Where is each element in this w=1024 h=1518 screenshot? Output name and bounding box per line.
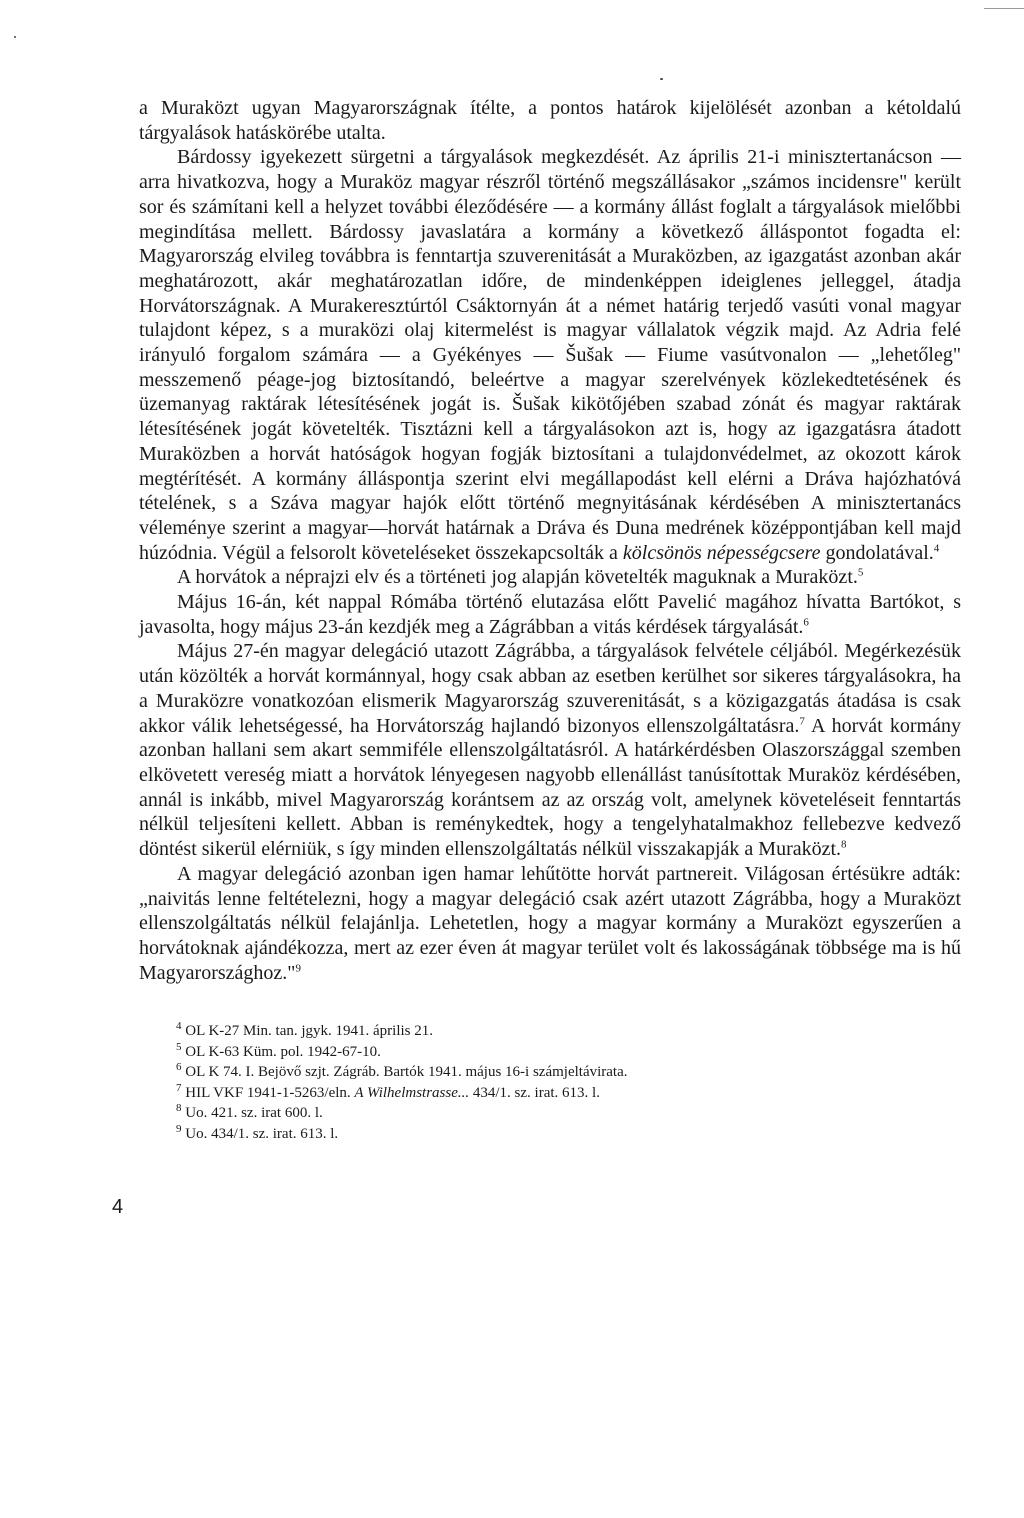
footnotes bbox=[176, 1021, 876, 1144]
footnote-number: 7 bbox=[176, 1081, 182, 1094]
footnote-reference: 4 bbox=[933, 542, 940, 554]
paragraph bbox=[139, 639, 961, 861]
scan-speck bbox=[14, 36, 16, 38]
footnote-reference: 7 bbox=[799, 714, 805, 727]
scan-speck bbox=[660, 78, 663, 80]
paragraph bbox=[139, 96, 961, 145]
body-text bbox=[139, 96, 961, 985]
paragraph bbox=[139, 590, 961, 639]
text-run: OL K-63 Küm. pol. 1942-67-10. bbox=[185, 1043, 381, 1060]
italic-text: kölcsönös népességcsere bbox=[622, 541, 821, 564]
footnote-reference: 6 bbox=[803, 616, 809, 629]
footnote-number: 6 bbox=[176, 1061, 182, 1073]
footnote-number: 4 bbox=[176, 1020, 182, 1032]
text-run: Bárdossy igyekezett sürgetni a tárgyalások megkezdését. Az április 21-i minisztertanácson — arra hivatkozva, hogy a Muraköz magyar részről történő megszállásakor „számos incidensre" került sor és számítani kell a helyzet további éleződésére — a kormány állást foglalt a tárgyalások mielőbbi megindítása mellett. Bárdossy javaslatára a kormány a következő álláspontot fogadta el: Magyarország elvileg továbbra is fenntartja szuverenitását a Muraközben, az igazgatást azonban akár meghatározott, akár meghatározatlan időre, de mindenképpen ideiglenes jelleggel, átadja Horvátországnak. A Murakeresztúrtól Csáktornyán át a német határig terjedő vasúti vonal magyar tulajdont képez, s a muraközi olaj kitermelést is magyar vállalatok végzik majd. Az Adria felé irányuló forgalom számára — a Gyékényes — Šušak — Fiume vasútvonalon — „lehetőleg" messzemenő péage-jog biztosítandó, beleértve a magyar szerelvények közlekedtetésének és üzemanyag raktárak létesítésének jogát is. Šušak kikötőjében szabad zónát és magyar raktárak létesítésének jogát követelték. Tisztázni kell a tárgyalásokon azt is, hogy az igazgatásra átadott Muraközben a horvát hatóságok hogyan fogják biztosítani a tulajdonvédelmet, az okozott károk megtérítését. A kormány álláspontja szerint elvi megállapodást kell elérni a Dráva hajózhatóvá tételének, s a Száva magyar hajók előtt történő megnyitásának kérdésében A minisztertanács véleménye szerint a magyar—horvát határnak a Dráva és Duna medrének középpontjában kell majd húzódnia. Végül a felsorolt követeléseket összekapcsolták a bbox=[139, 146, 961, 564]
footnote-reference: 8 bbox=[841, 838, 847, 851]
footnote bbox=[176, 1103, 876, 1124]
text-run: Május 16-án, két nappal Rómába történő elutazása előtt Pavelić magához hívatta Bartókot, s javasolta, hogy május 23-án kezdjék meg a Zágrábban a vitás kérdések tárgyalását. bbox=[139, 591, 961, 638]
footnote-number: 8 bbox=[176, 1102, 182, 1114]
text-run: OL K-27 Min. tan. jgyk. 1941. április 21. bbox=[185, 1023, 434, 1039]
text-run: Uo. 434/1. sz. irat. 613. l. bbox=[185, 1125, 339, 1142]
text-run: Május 27-én magyar delegáció utazott Zágrábba, a tárgyalások felvétele céljából. Megérkezésük után közölték a horvát kormánnyal, hogy csak abban az esetben kerülhet sor sikeres tárgyalásokra, ha a Muraközre vonatkozóan elismerik Magyarország szuverenitását, s a közigazgatás átadása is csak akkor válik lehetségessé, ha Horvátország hajlandó bizonyos ellenszolgáltatásra. bbox=[139, 640, 961, 737]
page-number: 4 bbox=[112, 1196, 124, 1218]
paragraph bbox=[139, 145, 961, 565]
footnote bbox=[176, 1021, 876, 1042]
footnote bbox=[176, 1062, 876, 1083]
footnote-number: 5 bbox=[176, 1040, 182, 1053]
paragraph bbox=[139, 565, 961, 590]
text-run: HIL VKF 1941-1-5263/eln. bbox=[185, 1084, 355, 1101]
text-run: A horvátok a néprajzi elv és a történeti jog alapján követelték maguknak a Muraközt. bbox=[177, 566, 858, 589]
text-run: OL K 74. I. Bejövő szjt. Zágráb. Bartók 1941. május 16-i számjeltávirata. bbox=[185, 1064, 628, 1080]
paragraph bbox=[139, 862, 961, 986]
footnote-reference: 5 bbox=[857, 566, 864, 579]
italic-text: A Wilhelmstrasse... bbox=[354, 1084, 470, 1101]
text-run: gondolatával. bbox=[820, 541, 934, 564]
footnote bbox=[176, 1083, 876, 1104]
text-run: a Muraközt ugyan Magyarországnak ítélte, a pontos határok kijelölését azonban a kétoldalú tárgyalások hatáskörébe utalta. bbox=[139, 97, 961, 144]
footnote-reference: 9 bbox=[295, 961, 301, 974]
text-run: Uo. 421. sz. irat 600. l. bbox=[185, 1105, 323, 1121]
scan-edge-mark bbox=[984, 8, 1024, 9]
text-run: A magyar delegáció azonban igen hamar lehűtötte horvát partnereit. Világosan értésükre adták: „naivitás lenne feltételezni, hogy a magyar delegáció csak azért utazott Zágrábba, hogy a Muraközt ellenszolgáltatás nélkül felajánlja. Lehetetlen, hogy a magyar kormány a Muraközt egyszerűen a horvátoknak ajándékozza, mert az ezer éven át magyar terület volt és lakosságának többsége ma is hű Magyarországhoz." bbox=[139, 862, 961, 984]
text-run: A horvát kormány azonban hallani sem akart semmiféle ellenszolgáltatásról. A határkérdésben Olaszországgal szemben elkövetett vereség miatt a horvátok lényegesen nagyobb ellenállást tanúsítottak Muraköz kérdésében, annál is inkább, mivel Magyarország korántsem az az ország volt, amelynek követeléseit fenntartás nélkül teljesíteni kellett. Abban is reménykedtek, hogy a tengelyhatalmakhoz fellebezve kedvező döntést sikerül elérniük, s így minden ellenszolgáltatás nélkül visszakapják a Muraközt. bbox=[139, 714, 961, 861]
footnote bbox=[176, 1042, 876, 1063]
text-run: 434/1. sz. irat. 613. l. bbox=[469, 1084, 600, 1101]
footnote-number: 9 bbox=[176, 1122, 182, 1135]
footnote bbox=[176, 1124, 876, 1145]
